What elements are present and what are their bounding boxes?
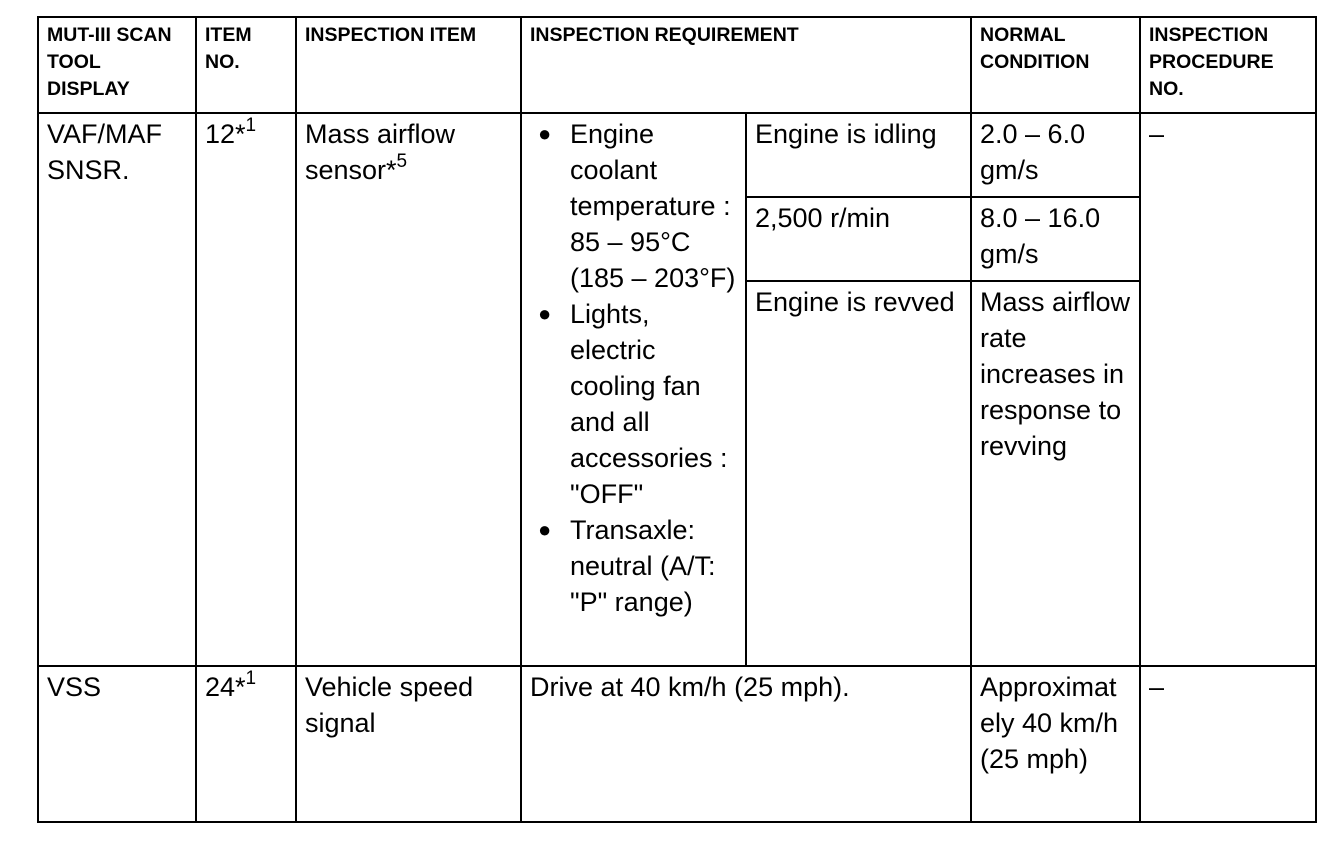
item-no-text: 24* [205,672,246,702]
item-no-text: 12* [205,119,246,149]
header-row [38,17,1316,113]
bullet-icon: ● [538,301,552,326]
normal-condition-cell: Approximately 40 km/h (25 mph) [971,666,1140,822]
bullet-icon: ● [538,121,552,146]
normal-condition-cell: 8.0 – 16.0 gm/s [971,197,1140,281]
list-item [530,512,737,620]
normal-condition-cell: Mass airflow rate increases in response to revving [971,281,1140,666]
inspection-table [37,16,1317,823]
procedure-cell: – [1140,113,1316,666]
table-row [38,666,1316,822]
header-normal-condition: NORMAL CONDITION [971,17,1140,113]
normal-condition-cell: 2.0 – 6.0 gm/s [971,113,1140,197]
requirement-cell: 2,500 r/min [746,197,971,281]
header-inspection-procedure-no: INSPECTION PROCEDURE NO. [1140,17,1316,113]
bullet-icon: ● [538,517,552,542]
scan-tool-display-cell: VAF/MAF SNSR. [38,113,196,666]
footnote-ref: 5 [396,151,408,172]
condition-text: Engine coolant temperature : 85 – 95°C (185 – 203°F) [570,119,736,293]
item-no-cell [196,666,296,822]
requirement-cell: Engine is revved [746,281,971,666]
header-scan-tool-display: MUT-III SCAN TOOL DISPLAY [38,17,196,113]
inspection-item-cell: Vehicle speed signal [296,666,521,822]
header-item-no: ITEM NO. [196,17,296,113]
footnote-ref: 1 [245,668,257,689]
condition-text: Transaxle: neutral (A/T: "P" range) [570,515,716,617]
inspection-item-cell [296,113,521,666]
table-row [38,113,1316,197]
inspection-item-text: Mass airflow sensor* [305,119,456,185]
header-inspection-item: INSPECTION ITEM [296,17,521,113]
conditions-cell [521,113,746,666]
requirement-cell: Drive at 40 km/h (25 mph). [521,666,971,822]
scan-tool-display-cell: VSS [38,666,196,822]
item-no-cell [196,113,296,666]
list-item [530,296,737,512]
conditions-list [530,116,737,620]
procedure-cell: – [1140,666,1316,822]
header-inspection-requirement: INSPECTION REQUIREMENT [521,17,971,113]
footnote-ref: 1 [245,115,257,136]
list-item [530,116,737,296]
condition-text: Lights, electric cooling fan and all accessories : "OFF" [570,299,728,509]
requirement-cell: Engine is idling [746,113,971,197]
